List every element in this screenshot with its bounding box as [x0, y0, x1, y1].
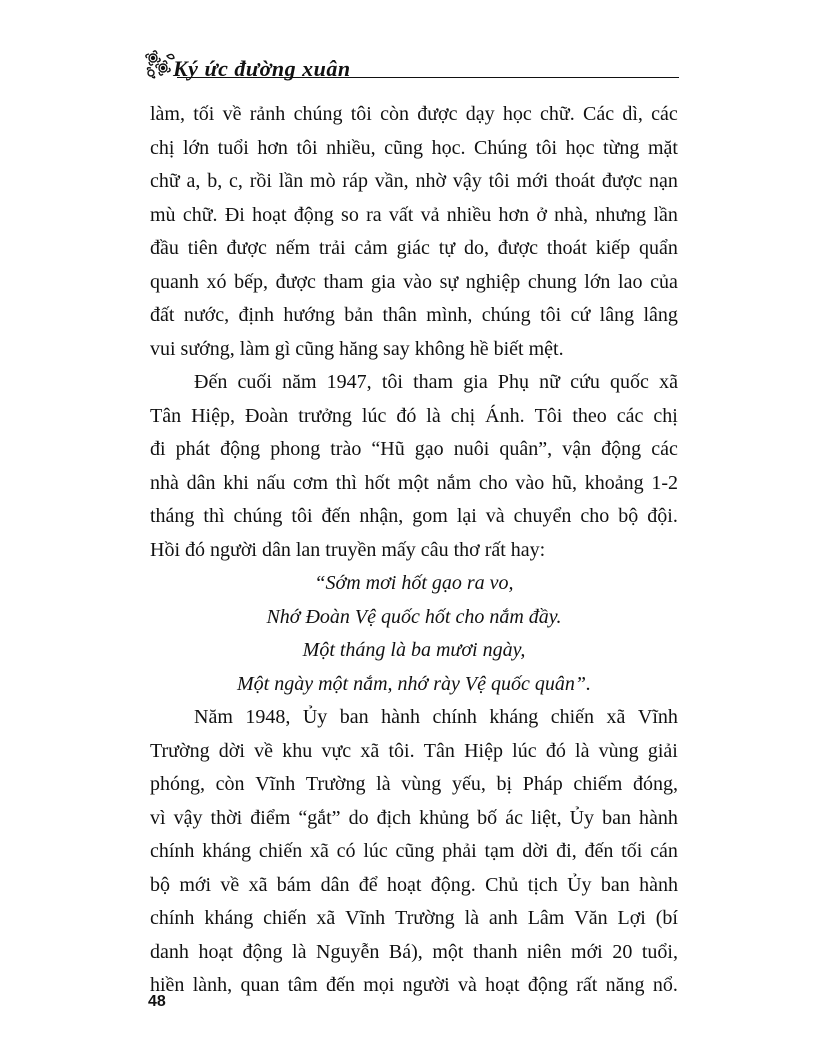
text-line: tháng thì chúng tôi đến nhận, gom lại và chuyển cho bộ đội.	[150, 505, 678, 527]
text-line: chữ a, b, c, rồi lần mò ráp vần, nhờ vậy tôi mới thoát được nạn	[150, 170, 678, 192]
text-line: đầu tiên được nếm trải cảm giác tự do, được thoát kiếp quẩn	[150, 237, 678, 259]
text-line: Tân Hiệp, Đoàn trưởng lúc đó là chị Ánh. Tôi theo các chị	[150, 404, 678, 427]
text-line: đi phát động phong trào “Hũ gạo nuôi quân”, vận động các	[150, 438, 678, 460]
text-line: Đến cuối năm 1947, tôi tham gia Phụ nữ cứu quốc xã	[194, 371, 678, 393]
paragraph-1	[150, 98, 678, 366]
text-line: làm, tối về rảnh chúng tôi còn được dạy học chữ. Các dì, các	[150, 103, 678, 125]
text-line: bộ mới về xã bám dân để hoạt động. Chủ tịch Ủy ban hành	[150, 873, 678, 896]
page-number: 48	[148, 993, 166, 1010]
paragraph-2	[150, 366, 678, 567]
text-line: chính kháng chiến xã có lúc cũng phải tạm dời đi, đến tối cán	[150, 840, 678, 862]
text-line: danh hoạt động là Nguyễn Bá), một thanh niên mới 20 tuổi,	[150, 940, 678, 963]
poem-line: Nhớ Đoàn Vệ quốc hốt cho nắm đầy.	[266, 605, 562, 628]
page-body	[150, 98, 678, 1003]
paragraph-3	[150, 701, 678, 1003]
text-line: nhà dân khi nấu cơm thì hốt một nắm cho vào hũ, khoảng 1-2	[150, 471, 678, 494]
text-line: đất nước, định hướng bản thân mình, chúng tôi cứ lâng lâng	[150, 304, 678, 326]
text-line: chính kháng chiến xã Vĩnh Trường là anh Lâm Văn Lợi (bí	[150, 907, 678, 929]
poem-line: Một ngày một nắm, nhớ rày Vệ quốc quân”.	[237, 672, 591, 695]
text-line: Hồi đó người dân lan truyền mấy câu thơ rất hay:	[150, 538, 546, 561]
header-rule	[177, 77, 679, 78]
text-line: phóng, còn Vĩnh Trường là vùng yếu, bị Pháp chiếm đóng,	[150, 773, 678, 795]
text-line: vì vậy thời điểm “gắt” do địch khủng bố ác liệt, Ủy ban hành	[150, 806, 678, 829]
poem	[150, 567, 678, 701]
text-line: hiền lành, quan tâm đến mọi người và hoạt động rất năng nổ.	[150, 974, 678, 996]
text-line: vui sướng, làm gì cũng hăng say không hề biết mệt.	[150, 337, 564, 360]
text-line: quanh xó bếp, được tham gia vào sự nghiệp chung lớn lao của	[150, 270, 678, 293]
text-line: mù chữ. Đi hoạt động so ra vất vả nhiều hơn ở nhà, nhưng lần	[150, 203, 678, 226]
flower-ornament-icon	[143, 46, 177, 80]
book-title: Ký ức đường xuân	[173, 56, 351, 81]
running-header	[143, 42, 679, 82]
poem-line: Một tháng là ba mươi ngày,	[302, 639, 526, 661]
text-line: Năm 1948, Ủy ban hành chính kháng chiến xã Vĩnh	[194, 706, 678, 728]
text-line: Trường dời về khu vực xã tôi. Tân Hiệp lúc đó là vùng giải	[150, 739, 678, 762]
poem-line: “Sớm mơi hốt gạo ra vo,	[314, 572, 514, 594]
text-line: chị lớn tuổi hơn tôi nhiều, cũng học. Chúng tôi học từng mặt	[150, 136, 678, 159]
